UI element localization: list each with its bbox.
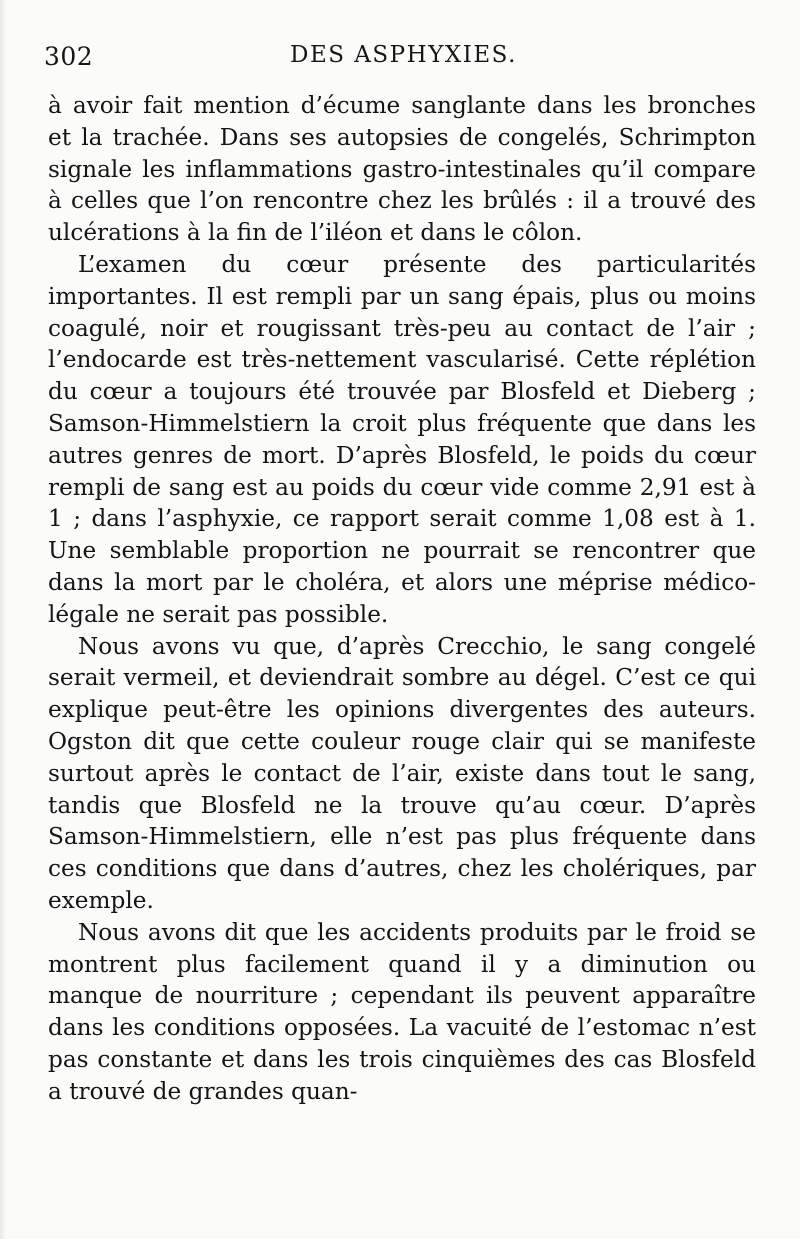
page-header xyxy=(44,42,756,78)
page-edge-shadow xyxy=(0,0,6,1239)
paragraph-blood-color: Nous avons vu que, d’après Crecchio, le sang congelé serait vermeil, et deviendrait sombre au dégel. C’est ce qui explique peut-être les opinions divergentes des auteurs. Ogston dit que cette couleur rouge clair qui se manifeste surtout après le contact de l’air, existe dans tout le sang, tandis que Blosfeld ne la trouve qu’au cœur. D’après Samson-Himmelstiern, elle n’est pas plus fréquente dans ces conditions que dans d’autres, chez les cholériques, par exemple. xyxy=(48,632,756,914)
paragraph-nutrition: Nous avons dit que les accidents produits par le froid se montrent plus facilement quand il y a diminution ou manque de nourriture ; cependant ils peuvent apparaître dans les conditions opposées. La vacuité de l’estomac n’est pas constante et dans les trois cinquièmes des cas Blosfeld a trouvé de grandes quan- xyxy=(48,918,756,1105)
page-number: 302 xyxy=(44,42,94,71)
running-title: DES ASPHYXIES. xyxy=(290,42,517,68)
body-text xyxy=(48,90,756,1108)
paragraph-continuation: à avoir fait mention d’écume sanglante dans les bronches et la trachée. Dans ses autopsies de congelés, Schrimpton signale les inflammations gastro-intestinales qu’il compare à celles que l’on rencontre chez les brûlés : il a trouvé des ulcérations à la fin de l’iléon et dans le côlon. xyxy=(48,92,756,247)
paragraph-heart-examination: L’examen du cœur présente des particularités importantes. Il est rempli par un sang épais, plus ou moins coagulé, noir et rougissant très-peu au contact de l’air ; l’endocarde est très-nettement vascularisé. Cette réplétion du cœur a toujours été trouvée par Blosfeld et Dieberg ; Samson-Himmelstiern la croit plus fréquente que dans les autres genres de mort. D’après Blosfeld, le poids du cœur rempli de sang est au poids du cœur vide comme 2,91 est à 1 ; dans l’asphyxie, ce rapport serait comme 1,08 est à 1. Une semblable proportion ne pourrait se rencontrer que dans la mort par le choléra, et alors une méprise médico-légale ne serait pas possible. xyxy=(48,250,756,628)
